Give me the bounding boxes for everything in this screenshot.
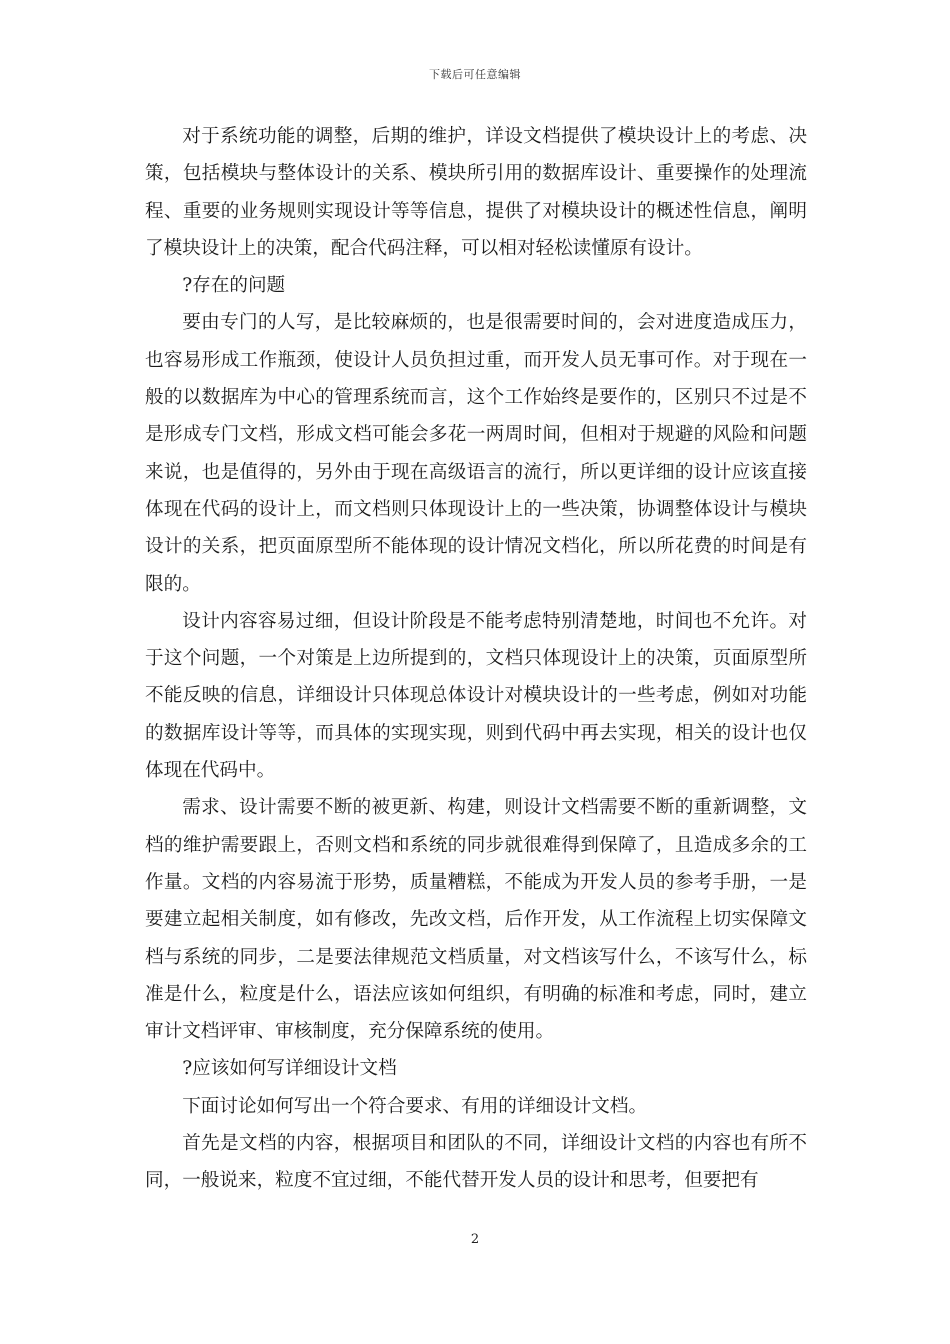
paragraph: 下面讨论如何写出一个符合要求、有用的详细设计文档。 (182, 1095, 648, 1117)
page-header: 下载后可任意编辑 (429, 68, 521, 81)
page-number: 2 (470, 1232, 480, 1247)
paragraph: 对于系统功能的调整，后期的维护，详设文档提供了模块设计上的考虑、决策，包括模块与整体设计的关系、模块所引用的数据库设计、重要操作的处理流程、重要的业务规则实现设计等等信息，提供了对模块设计的概述性信息，阐明了模块设计上的决策，配合代码注释，可以相对轻松读懂原有设计。 (145, 126, 807, 259)
section-heading: ?存在的问题 (182, 275, 286, 297)
body-text (145, 118, 807, 1200)
paragraph: 需求、设计需要不断的被更新、构建，则设计文档需要不断的重新调整，文档的维护需要跟上，否则文档和系统的同步就很难得到保障了，且造成多余的工作量。文档的内容易流于形势，质量糟糕，不能成为开发人员的参考手册，一是要建立起相关制度，如有修改，先改文档，后作开发，从工作流程上切实保障文档与系统的同步，二是要法律规范文档质量，对文档该写什么，不该写什么，标准是什么，粒度是什么，语法应该如何组织，有明确的标准和考虑，同时，建立审计文档评审、审核制度，充分保障系统的使用。 (145, 797, 807, 1043)
paragraph: 设计内容容易过细，但设计阶段是不能考虑特别清楚地，时间也不允许。对于这个问题，一个对策是上边所提到的，文档只体现设计上的决策，页面原型所不能反映的信息，详细设计只体现总体设计对模块设计的一些考虑，例如对功能的数据库设计等等，而具体的实现实现，则到代码中再去实现，相关的设计也仅体现在代码中。 (145, 610, 807, 782)
section-heading: ?应该如何写详细设计文档 (182, 1058, 397, 1080)
paragraph: 要由专门的人写，是比较麻烦的，也是很需要时间的，会对进度造成压力，也容易形成工作瓶颈，使设计人员负担过重，而开发人员无事可作。对于现在一般的以数据库为中心的管理系统而言，这个工作始终是要作的，区别只不过是不是形成专门文档，形成文档可能会多花一两周时间，但相对于规避的风险和问题来说，也是值得的，另外由于现在高级语言的流行，所以更详细的设计应该直接体现在代码的设计上，而文档则只体现设计上的一些决策，协调整体设计与模块设计的关系，把页面原型所不能体现的设计情况文档化，所以所花费的时间是有限的。 (145, 312, 807, 595)
paragraph: 首先是文档的内容，根据项目和团队的不同，详细设计文档的内容也有所不同，一般说来，粒度不宜过细，不能代替开发人员的设计和思考，但要把有 (145, 1133, 807, 1192)
